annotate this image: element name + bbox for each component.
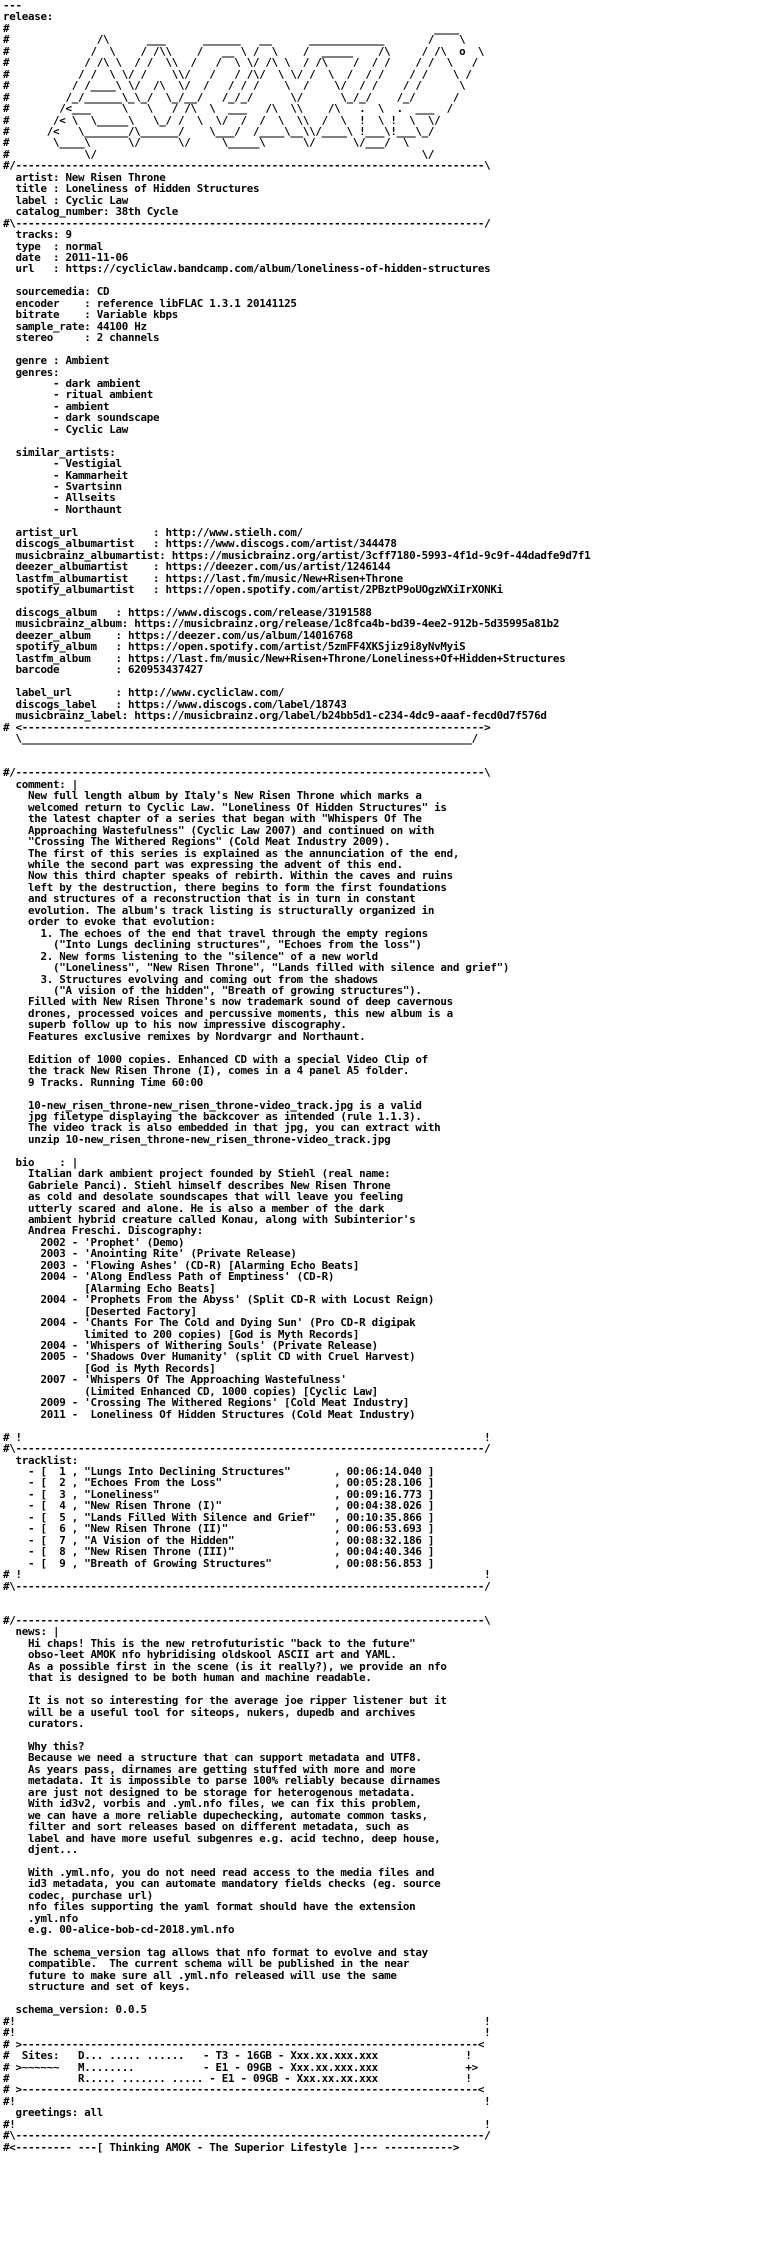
nfo-line: # R..... ....... ..... - E1 - 09GB - Xxx.xx.xx.xxx ! (3, 2072, 472, 2086)
nfo-line: djent... (3, 1842, 78, 1856)
nfo-line: The first of this series is explained as the annunciation of the end, (3, 846, 460, 860)
nfo-line: # / /\ \ / / \\ / / \ \/ /\ \ / /\ / / / / / \ / (3, 56, 478, 70)
nfo-line: [Alarming Echo Beats] (3, 1281, 216, 1295)
nfo-line: - Allseits (3, 491, 116, 505)
nfo-line: # \____\ \/ \/ \_____\ \/ \/___/ \ (3, 136, 410, 150)
nfo-line: url : https://cycliclaw.bandcamp.com/album/loneliness-of-hidden-structures (3, 262, 491, 276)
nfo-line: structure and set of keys. (3, 1980, 191, 1994)
nfo-line: stereo : 2 channels (3, 331, 160, 345)
nfo-line: Why this? (3, 1739, 85, 1753)
nfo-line: compatible. The current schema will be published in the near (3, 1957, 410, 1971)
nfo-line: - [ 6 , "New Risen Throne (II)" , 00:06:53.693 ] (3, 1522, 435, 1536)
nfo-line: deezer_album : https://deezer.com/us/album/14016768 (3, 628, 353, 642)
nfo-line: .yml.nfo (3, 1911, 78, 1925)
nfo-line: welcomed return to Cyclic Law. "Loneliness Of Hidden Structures" is (3, 800, 447, 814)
nfo-line: - [ 8 , "New Risen Throne (III)" , 00:04:40.346 ] (3, 1545, 435, 1559)
nfo-line (3, 744, 768, 755)
nfo-line: The video track is also embedded in that jpg, you can extract with (3, 1121, 441, 1135)
nfo-line: - Cyclic Law (3, 422, 128, 436)
nfo-line: ("Loneliness", "New Risen Throne", "Lands filled with silence and grief") (3, 961, 510, 975)
nfo-line: 2011 - Loneliness Of Hidden Structures (Cold Meat Industry) (3, 1407, 416, 1421)
nfo-line: - [ 7 , "A Vision of the Hidden" , 00:08:32.186 ] (3, 1533, 435, 1547)
nfo-line: The schema_version tag allows that nfo format to evolve and stay (3, 1946, 428, 1960)
nfo-line: label : Cyclic Law (3, 193, 128, 207)
nfo-line: bitrate : Variable kbps (3, 308, 178, 322)
nfo-line: barcode : 620953437427 (3, 663, 203, 677)
nfo-line: genres: (3, 365, 60, 379)
nfo-line: genre : Ambient (3, 354, 110, 368)
nfo-line: label_url : http://www.cycliclaw.com/ (3, 686, 285, 700)
nfo-line: label and have more useful subgenres e.g. acid techno, deep house, (3, 1831, 441, 1845)
nfo-line: - dark ambient (3, 376, 141, 390)
nfo-line: # >~~~~~~ M........ - E1 - 09GB - Xxx.xx.xxx.xxx +> (3, 2060, 478, 2074)
nfo-line: With .yml.nfo, you do not need read access to the media files and (3, 1865, 435, 1879)
nfo-line: ambient hybrid creature called Konau, along with Subinterior's (3, 1213, 416, 1227)
nfo-line (3, 344, 768, 355)
nfo-line: - Northaunt (3, 502, 122, 516)
nfo-line: unzip 10-new_risen_throne-new_risen_throne-video_track.jpg (3, 1132, 391, 1146)
nfo-line (3, 275, 768, 286)
nfo-line: bio : | (3, 1155, 78, 1169)
nfo-line: 2009 - 'Crossing The Withered Regions' [Cold Meat Industry] (3, 1396, 410, 1410)
nfo-line: - Svartsinn (3, 480, 122, 494)
nfo-line: Hi chaps! This is the new retrofuturistic "back to the future" (3, 1636, 416, 1650)
nfo-line: schema_version: 0.0.5 (3, 2003, 147, 2017)
nfo-line: deezer_albumartist : https://deezer.com/us/artist/1246144 (3, 560, 391, 574)
nfo-line: order to evoke that evolution: (3, 915, 216, 929)
nfo-line: discogs_label : https://www.discogs.com/label/18743 (3, 697, 347, 711)
nfo-line: # / /____\ \/ /\ \/ / / / / \ / \/ / / / / \ (3, 79, 466, 93)
nfo-line: # <--------------------------------------------------------------------------> (3, 720, 491, 734)
nfo-line: e.g. 00-alice-bob-cd-2018.yml.nfo (3, 1923, 235, 1937)
nfo-line: title : Loneliness of Hidden Structures (3, 182, 260, 196)
nfo-line: 9 Tracks. Running Time 60:00 (3, 1075, 203, 1089)
nfo-line: artist_url : http://www.stielh.com/ (3, 525, 303, 539)
nfo-line: [Deserted Factory] (3, 1304, 197, 1318)
nfo-line: tracklist: (3, 1453, 78, 1467)
nfo-line: Features exclusive remixes by Nordvargr and Northaunt. (3, 1029, 366, 1043)
nfo-line: 3. Structures evolving and coming out from the shadows (3, 972, 378, 986)
nfo-line: 10-new_risen_throne-new_risen_throne-video_track.jpg is a valid (3, 1098, 422, 1112)
nfo-line: similar_artists: (3, 445, 116, 459)
nfo-line: superb follow up to his now impressive discography. (3, 1018, 347, 1032)
nfo-line: nfo files supporting the yaml format should have the extension (3, 1900, 416, 1914)
nfo-line: - [ 2 , "Echoes From the Loss" , 00:05:28.106 ] (3, 1476, 435, 1490)
nfo-line: lastfm_album : https://last.fm/music/New+Risen+Throne/Loneliness+Of+Hidden+Structures (3, 651, 566, 665)
nfo-line (3, 1145, 768, 1156)
nfo-line: # >-------------------------------------------------------------------------< (3, 2083, 485, 2097)
nfo-line: # / \ / /\\ / __ \ / \ / _____ /\ / /\ o \ (3, 44, 485, 58)
nfo-line: metadata. It is impossible to parse 100% reliably because dirnames (3, 1774, 441, 1788)
nfo-line: as cold and desolate soundscapes that will leave you feeling (3, 1190, 403, 1204)
nfo-line: # ____ (3, 21, 460, 35)
nfo-line: #\---------------------------------------------------------------------------/ (3, 2129, 491, 2143)
nfo-line: artist: New Risen Throne (3, 170, 166, 184)
nfo-line: jpg filetype displaying the backcover as intended (rule 1.1.3). (3, 1109, 422, 1123)
nfo-line: ("Into Lungs declining structures", "Echoes from the loss") (3, 938, 422, 952)
nfo-line: #/---------------------------------------------------------------------------\ (3, 766, 491, 780)
nfo-line: tracks: 9 (3, 228, 72, 242)
nfo-line: codec, purchase url) (3, 1888, 153, 1902)
nfo-line: 2004 - 'Prophets From the Abyss' (Split CD-R with Locust Reign) (3, 1293, 435, 1307)
nfo-line: lastfm_albumartist : https://last.fm/music/New+Risen+Throne (3, 571, 403, 585)
nfo-line (3, 1088, 768, 1099)
nfo-line: spotify_album : https://open.spotify.com/artist/5zmFF4XKSjiz9i8yNvMyiS (3, 640, 466, 654)
nfo-line: \________________________________________________________________________/ (3, 732, 478, 745)
nfo-line: "Crossing The Withered Regions" (Cold Meat Industry 2009). (3, 835, 391, 849)
nfo-line: left by the destruction, there begins to form the first foundations (3, 880, 447, 894)
nfo-line: musicbrainz_albumartist: https://musicbrainz.org/artist/3cff7180-5993-4f1d-9c9f-44dadfe9d7f1 (3, 548, 591, 562)
nfo-line: will be a useful tool for siteops, nukers, dupedb and archives (3, 1705, 416, 1719)
nfo-line: and structures of a reconstruction that is in turn in constant (3, 892, 416, 906)
nfo-line: that is designed to be both human and machine readable. (3, 1671, 372, 1685)
nfo-line: # \/ \/ (3, 147, 435, 161)
nfo-line: # /< \_______/\______/ \___/ /____\__\\/____\ !___\!___\_/ (3, 124, 435, 138)
nfo-line: sourcemedia: CD (3, 285, 110, 299)
nfo-line: #\---------------------------------------------------------------------------/ (3, 1579, 491, 1593)
nfo-line: Gabriele Panci). Stiehl himself describes New Risen Throne (3, 1178, 391, 1192)
nfo-line: 2004 - 'Chants For The Cold and Dying Sun' (Pro CD-R digipak (3, 1316, 416, 1330)
nfo-line: 1. The echoes of the end that travel through the empty regions (3, 926, 428, 940)
nfo-line: the latest chapter of a series that began with "Whispers Of The (3, 812, 422, 826)
nfo-line: Because we need a structure that can support metadata and UTF8. (3, 1751, 422, 1765)
nfo-line: Italian dark ambient project founded by Stiehl (real name: (3, 1167, 391, 1181)
nfo-line: 2. New forms listening to the "silence" of a new world (3, 949, 378, 963)
nfo-line: drones, processed voices and percussive moments, this new album is a (3, 1006, 453, 1020)
nfo-line: - [ 1 , "Lungs Into Declining Structures" , 00:06:14.040 ] (3, 1465, 435, 1478)
nfo-line: # /<___ \ \ / /\ \ ___ /\ \\ /\ . \ . ___ / (3, 102, 453, 116)
nfo-line: #\---------------------------------------------------------------------------/ (3, 1442, 491, 1456)
nfo-line: # Sites: D... ..... ...... - T3 - 16GB - Xxx.xx.xxx.xxx ! (3, 2049, 472, 2063)
nfo-line: #! ! (3, 2094, 491, 2108)
nfo-line: #! ! (3, 2117, 491, 2131)
nfo-line: With id3v2, vorbis and .yml.nfo files, we can fix this problem, (3, 1797, 422, 1811)
nfo-line: - Kammarheit (3, 468, 128, 482)
nfo-line (3, 1042, 768, 1053)
nfo-line: - [ 9 , "Breath of Growing Structures" , 00:08:56.853 ] (3, 1556, 435, 1570)
nfo-line: #! ! (3, 2014, 491, 2028)
nfo-line: we can have a more reliable dupechecking, automate common tasks, (3, 1808, 428, 1822)
nfo-line: id3 metadata, you can automate mandatory fields checks (eg. source (3, 1877, 441, 1891)
nfo-line: evolution. The album's track listing is structurally organized in (3, 903, 435, 917)
nfo-line: - ambient (3, 399, 110, 413)
nfo-line: # /_/______\_\_/ \_/__/ /_/_/ \/ \_/_/ /_/ / (3, 90, 460, 104)
nfo-line: spotify_albumartist : https://open.spotify.com/artist/2PBztP9oUOgzWXiIrXONKi (3, 583, 503, 597)
nfo-line: comment: | (3, 777, 78, 791)
nfo-line: #\---------------------------------------------------------------------------/ (3, 216, 491, 230)
nfo-line: - Vestigial (3, 457, 122, 471)
nfo-line: type : normal (3, 239, 103, 253)
nfo-line: It is not so interesting for the average joe ripper listener but it (3, 1694, 447, 1708)
nfo-line: sample_rate: 44100 Hz (3, 319, 147, 333)
nfo-line: # ! ! (3, 1430, 491, 1444)
nfo-line: # /< \ \_____\ \_/ / \ \/ / / \ \\ / \ ! \ ! \ \/ (3, 113, 441, 127)
nfo-line: # / / \ \/ / \\/ / / /\/ \ \/ / \ / / / / / \ / (3, 67, 472, 81)
nfo-line: news: | (3, 1625, 60, 1639)
nfo-line: (Limited Enhanced CD, 1000 copies) [Cyclic Law] (3, 1384, 378, 1398)
nfo-line: As years pass, dirnames are getting stuffed with more and more (3, 1762, 416, 1776)
nfo-line: #<--------- ---[ Thinking AMOK - The Superior Lifestyle ]--- -----------> (3, 2140, 460, 2154)
nfo-line (3, 1420, 768, 1431)
nfo-line: [God is Myth Records] (3, 1361, 216, 1375)
nfo-line: # >-------------------------------------------------------------------------< (3, 2037, 485, 2051)
nfo-line: - [ 5 , "Lands Filled With Silence and Grief" , 00:10:35.866 ] (3, 1510, 435, 1524)
nfo-line: release: (3, 10, 53, 24)
nfo-line: are just not designed to be storage for heterogenous metadata. (3, 1785, 416, 1799)
nfo-line: #/---------------------------------------------------------------------------\ (3, 159, 491, 173)
nfo-line: 2003 - 'Flowing Ashes' (CD-R) [Alarming Echo Beats] (3, 1258, 360, 1272)
nfo-line: 2004 - 'Along Endless Path of Emptiness' (CD-R) (3, 1270, 335, 1284)
nfo-line: # ! ! (3, 1568, 491, 1582)
nfo-line: 2002 - 'Prophet' (Demo) (3, 1235, 185, 1249)
nfo-line: while the second part was expressing the advent of this end. (3, 857, 403, 871)
nfo-line: the track New Risen Throne (I), comes in a 4 panel A5 folder. (3, 1064, 410, 1078)
nfo-line (3, 1729, 768, 1740)
nfo-line: obso-leet AMOK nfo hybridising oldskool ASCII art and YAML. (3, 1648, 397, 1662)
nfo-line: 2004 - 'Whispers of Withering Souls' (Private Release) (3, 1339, 378, 1353)
nfo-line: Approaching Wastefulness" (Cyclic Law 2007) and continued on with (3, 823, 435, 837)
nfo-line: - [ 3 , "Loneliness" , 00:09:16.773 ] (3, 1487, 435, 1501)
nfo-line: Now this third chapter speaks of rebirth. Within the caves and ruins (3, 869, 453, 883)
nfo-line: 2003 - 'Anointing Rite' (Private Release) (3, 1247, 297, 1261)
nfo-line: greetings: all (3, 2106, 103, 2120)
nfo-line: # /\ ___ ______ __ ____________ / \ (3, 33, 466, 47)
nfo-line (3, 1592, 768, 1603)
nfo-line: - [ 4 , "New Risen Throne (I)" , 00:04:38.026 ] (3, 1499, 435, 1513)
nfo-line: - dark soundscape (3, 411, 160, 425)
nfo-line: Andrea Freschi. Discography: (3, 1224, 203, 1238)
nfo-line: #/---------------------------------------------------------------------------\ (3, 1613, 491, 1627)
nfo-line (3, 435, 768, 446)
nfo-line: catalog_number: 38th Cycle (3, 205, 178, 219)
nfo-line: future to make sure all .yml.nfo released will use the same (3, 1968, 397, 1982)
nfo-line: Filled with New Risen Throne's now trademark sound of deep cavernous (3, 995, 453, 1009)
nfo-line: musicbrainz_album: https://musicbrainz.org/release/1c8fca4b-bd39-4ee2-912b-5d35995a81b2 (3, 617, 560, 631)
nfo-line: #! ! (3, 2026, 491, 2040)
nfo-line: Edition of 1000 copies. Enhanced CD with a special Video Clip of (3, 1052, 428, 1066)
nfo-line: filter and sort releases based on different metadata, such as (3, 1820, 410, 1834)
nfo-line: date : 2011-11-06 (3, 250, 128, 264)
nfo-line: 2007 - 'Whispers Of The Approaching Wastefulness' (3, 1373, 347, 1387)
nfo-line: encoder : reference libFLAC 1.3.1 20141125 (3, 296, 297, 310)
nfo-line: 2005 - 'Shadows Over Humanity' (split CD with Cruel Harvest) (3, 1350, 416, 1364)
nfo-line: discogs_album : https://www.discogs.com/release/3191588 (3, 606, 372, 620)
nfo-line: limited to 200 copies) [God is Myth Records] (3, 1327, 360, 1341)
nfo-line: musicbrainz_label: https://musicbrainz.org/label/b24bb5d1-c234-4dc9-aaaf-fecd0d7f576d (3, 709, 547, 723)
nfo-line: --- (3, 0, 22, 12)
nfo-line: ("A vision of the hidden", "Breath of growing structures"). (3, 983, 422, 997)
nfo-line: utterly scared and alone. He is also a member of the dark (3, 1201, 385, 1215)
nfo-line: discogs_albumartist : https://www.discogs.com/artist/344478 (3, 537, 397, 551)
nfo-line: New full length album by Italy's New Risen Throne which marks a (3, 789, 422, 803)
nfo-line: As a possible first in the scene (is it really?), we provide an nfo (3, 1659, 447, 1673)
nfo-line: - ritual ambient (3, 388, 153, 402)
nfo-line: curators. (3, 1716, 85, 1730)
